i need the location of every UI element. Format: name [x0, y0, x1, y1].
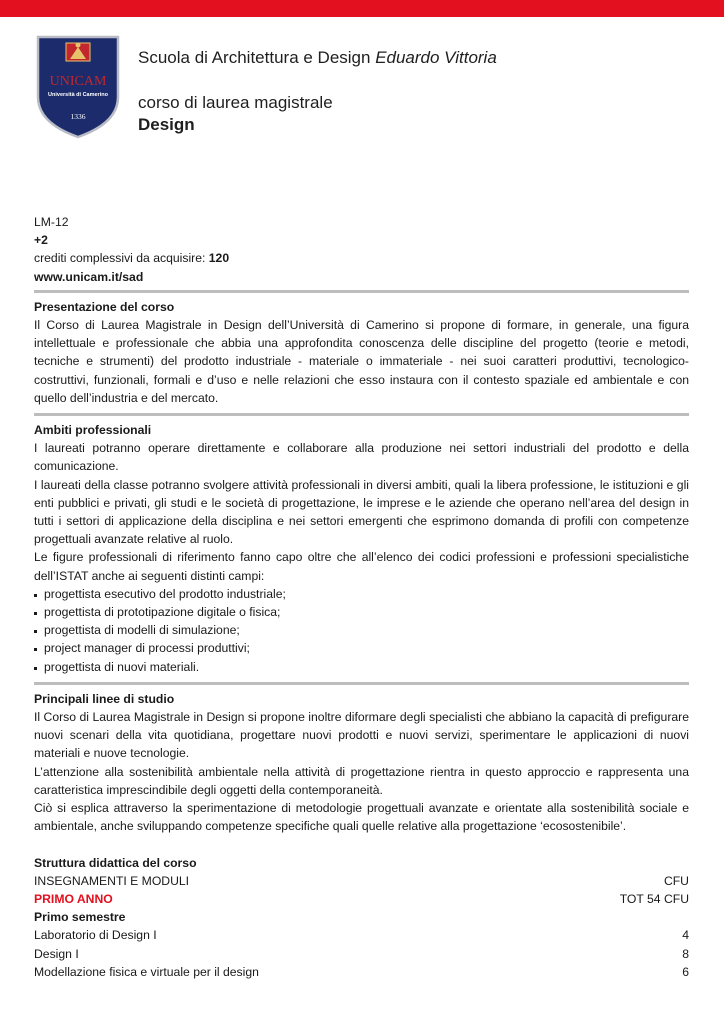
list-item: project manager di processi produttivi;	[34, 639, 689, 657]
cfu-cell: 6	[682, 964, 689, 979]
school-prefix: Scuola di Architettura e Design	[138, 48, 376, 67]
class-code: LM-12	[34, 215, 69, 229]
ambiti-title: Ambiti professionali	[34, 423, 152, 438]
presentazione-text: Il Corso di Laurea Magistrale in Design dell’Università di Camerino si propone di formare, in generale, una figura intellettuale e professionale che abbia una approfondita conoscenza delle discipline del progetto (teorie e metodi, tecniche e strumenti) del prodotto industriale - materiale o immateriale - nei suoi caratteri produttivi, tecnologico-costruttivi, funzionali, formali e d’uso e nelle relazioni che esso instaura con il contesto spaziale ed ambientale e con quello dell’industria e del mercato.	[34, 318, 689, 405]
svg-text:Università di Camerino: Università di Camerino	[48, 92, 108, 98]
linee-paragraph: L’attenzione alla sostenibilità ambientale nella attività di progettazione rientra in questo approccio e rappresenta una caratteristica imprescindibile degli oggetti della contemporaneità.	[34, 764, 689, 797]
table-row	[34, 945, 689, 963]
year-total: TOT 54 CFU	[619, 891, 689, 906]
section-divider	[34, 682, 689, 685]
course-cell: Modellazione fisica e virtuale per il design	[34, 964, 259, 979]
section-divider	[34, 413, 689, 416]
course-name: Design	[138, 115, 195, 134]
ambiti-paragraph: I laureati della classe potranno svolgere attività professionali in diversi ambiti, quali la libera professione, le istituzioni e gli enti pubblici e privati, gli studi e le società di progettazione, le imprese e le aziende che operano nell’area del design in tutti i settori di applicazione della disciplina e nei settori emergenti che esprimono domanda di profili con competenze progettuali avanzate relative al ruolo.	[34, 477, 689, 547]
svg-text:UNICAM: UNICAM	[49, 74, 107, 89]
list-item: progettista di modelli di simulazione;	[34, 621, 689, 639]
top-red-bar	[0, 0, 724, 17]
course-cell: Laboratorio di Design I	[34, 928, 157, 943]
course-cell: Design I	[34, 946, 79, 961]
course-type: corso di laurea magistrale	[138, 93, 333, 112]
struttura-title: Struttura didattica del corso	[34, 855, 197, 870]
section-divider	[34, 290, 689, 293]
credits-value: 120	[208, 251, 230, 266]
professional-fields-list	[34, 585, 689, 676]
unicam-logo	[36, 35, 120, 139]
list-item: progettista di nuovi materiali.	[34, 658, 689, 676]
semester-label: Primo semestre	[34, 910, 126, 925]
svg-text:1336: 1336	[70, 112, 86, 121]
table-row	[34, 926, 689, 944]
linee-title: Principali linee di studio	[34, 691, 175, 706]
ambiti-paragraph: I laureati potranno operare direttamente e collaborare alla produzione nei settori industriali del prodotto e della comunicazione.	[34, 441, 689, 474]
list-item: progettista di prototipazione digitale o fisica;	[34, 603, 689, 621]
year-row	[34, 890, 689, 908]
main-content	[34, 213, 689, 981]
linee-paragraph: Il Corso di Laurea Magistrale in Design si propone inoltre diformare degli specialisti che abbiano la capacità di prefigurare nuovi scenari della vita quotidiana, progettare nuovi prodotti e nuovi servizi, sperimentare le applicazioni di nuovi materiali e nuove tecnologie.	[34, 710, 689, 761]
presentazione-title: Presentazione del corso	[34, 299, 175, 314]
linee-paragraph: Ciò si esplica attraverso la sperimentazione di metodologie progettuali avanzate e orientate alla sostenibilità sociale e ambientale, anche sviluppando competenze specifiche quali quelle relative alla progettazione ‘ecosostenibile’.	[34, 801, 689, 834]
ambiti-paragraph: Le figure professionali di riferimento fanno capo oltre che all’elenco dei codici professioni e professioni specialistiche dell’ISTAT anche ai seguenti distinti campi:	[34, 550, 689, 583]
column-header-modules: INSEGNAMENTI E MODULI	[34, 873, 190, 888]
table-header	[34, 872, 689, 890]
school-name: Eduardo Vittoria	[375, 48, 497, 67]
duration: +2	[34, 233, 48, 248]
cfu-cell: 4	[682, 928, 689, 943]
table-row	[34, 963, 689, 981]
cfu-cell: 8	[682, 946, 689, 961]
year-label: PRIMO ANNO	[34, 891, 113, 906]
credits-label: crediti complessivi da acquisire:	[34, 251, 209, 266]
list-item: progettista esecutivo del prodotto industriale;	[34, 585, 689, 603]
column-header-cfu: CFU	[663, 873, 689, 888]
spacer	[34, 836, 689, 854]
credits-line	[34, 249, 689, 267]
website-link[interactable]: www.unicam.it/sad	[34, 269, 144, 284]
school-title	[138, 48, 497, 68]
